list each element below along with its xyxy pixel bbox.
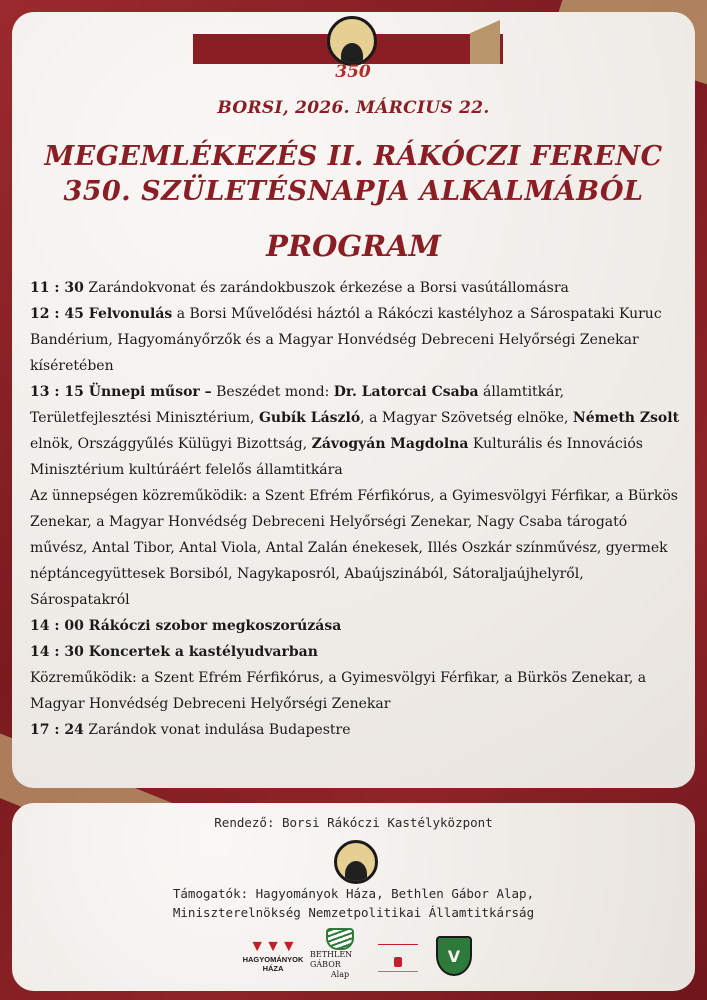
item-time: 14 : 30 [30, 644, 84, 660]
program-item [30, 639, 680, 665]
item-title: Koncertek a kastélyudvarban [83, 644, 318, 660]
organizer-text: Rendező: Borsi Rákóczi Kastélyközpont [214, 815, 493, 830]
event-date: BORSI, 2026. MÁRCIUS 22. [217, 98, 490, 118]
item-text: Zarándok vonat indulása Budapestre [83, 722, 351, 738]
bethlen-gabor-alap-logo [310, 928, 370, 980]
item-time: 14 : 00 [30, 618, 84, 634]
program-item [30, 301, 680, 379]
speaker-role: , a Magyar Szövetség elnöke, [360, 410, 573, 426]
performers-text: Az ünnepségen közreműködik: a Szent Efrém Férfikórus, a Gyimesvölgyi Férfikar, a Bürkös Zenekar, a Magyar Honvédség Debreceni Helyőrségi Zenekar, Nagy Csaba tárogató művész, Antal Tibor, Antal Viola, Antal Zalán énekesek, Illés Oszkár színművész, gyermek néptáncegyüttesek Borsiból, Nagykaposról, Abaújszinából, Sátoraljaújhelyről, Sárospatakról [30, 488, 678, 608]
item-time: 13 : 15 [30, 384, 84, 400]
crest-icon [394, 957, 402, 967]
speaker-role: államtitkár, Területfejlesztési Minisztérium, [30, 384, 565, 426]
program-item [30, 379, 680, 483]
supporters-line-1: Támogatók: Hagyományok Háza, Bethlen Gábor Alap, [172, 886, 535, 901]
speaker-role: Kulturális és Innovációs Minisztérium kultúráért felelős államtitkára [30, 436, 643, 478]
item-text: Zarándokvonat és zarándokbuszok érkezése a Borsi vasútállomásra [83, 280, 569, 296]
program-item [30, 717, 680, 743]
supporters-line-2: Miniszterelnökség Nemzetpolitikai Államtitkárság [172, 905, 535, 920]
item-text: a Borsi Művelődési háztól a Rákóczi kastélyhoz a Sárospataki Kuruc Bandérium, Hagyományőrzők és a Magyar Honvédség Debreceni Helyőrségi Zenekar kíséretében [30, 306, 662, 374]
speaker-name: Dr. Latorcai Csaba [333, 384, 479, 400]
rakoczi-portrait-icon [334, 840, 378, 884]
item-text: Beszédet mond: [211, 384, 334, 400]
page-title-line-2: 350. SZÜLETÉSNAPJA ALKALMÁBÓL [63, 176, 644, 207]
logo-label: HÁZA [262, 964, 284, 973]
item-time: 17 : 24 [30, 722, 84, 738]
speaker-role: elnök, Országgyűlés Külügyi Bizottság, [30, 436, 312, 452]
speaker-name: Závogyán Magdolna [311, 436, 469, 452]
item-title: Felvonulás [83, 306, 173, 322]
hagyomanyok-haza-logo [238, 934, 308, 978]
logo-label: BETHLEN GÁBOR [310, 950, 353, 969]
hagyomanyok-haza-icon: ▼▼▼ [249, 938, 297, 955]
item-time: 11 : 30 [30, 280, 84, 296]
program-item [30, 613, 680, 639]
item-title: Rákóczi szobor megkoszorúzása [83, 618, 342, 634]
anniversary-logo-number: 350 [335, 62, 371, 82]
bethlen-gabor-shield-icon [326, 928, 354, 950]
rakoczi-portrait-icon [327, 16, 377, 66]
performers-text: Közreműködik: a Szent Efrém Férfikórus, a Gyimesvölgyi Férfikar, a Bürkös Zenekar, a Magyar Honvédség Debreceni Helyőrségi Zenekar [30, 670, 647, 712]
page-title-line-1: MEGEMLÉKEZÉS II. RÁKÓCZI FERENC [44, 141, 663, 172]
item-title: Ünnepi műsor – [83, 384, 212, 400]
item-time: 12 : 45 [30, 306, 84, 322]
program-item [30, 275, 680, 301]
logo-label: Alap [330, 970, 350, 979]
shield-icon: V [436, 936, 472, 976]
green-shield-logo [435, 936, 473, 976]
program-heading: PROGRAM [266, 229, 441, 263]
program-list [30, 275, 680, 743]
speaker-name: Gubík László [258, 410, 361, 426]
speaker-name: Németh Zsolt [572, 410, 680, 426]
government-logo [375, 934, 421, 976]
logo-label: HAGYOMÁNYOK [242, 955, 304, 964]
